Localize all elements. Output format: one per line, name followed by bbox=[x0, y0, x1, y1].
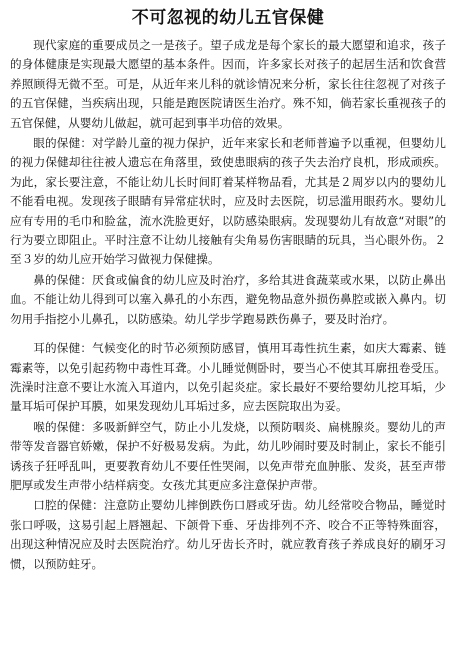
document-page bbox=[10, 6, 446, 574]
paragraph-mouth-care: 口腔的保健：注意防止婴幼儿摔倒跌伤口唇或牙齿。幼儿经常咬合物品，睡觉时张口呼吸，这易引起上唇翘起、下颌骨下垂、牙齿排列不齐、咬合不正等特殊面容，出现这种情况应及时去医院治疗。幼儿牙齿长齐时，就应教育孩子养成良好的刷牙习惯，以预防蛀牙。 bbox=[10, 498, 446, 571]
paragraph-ear-care: 耳的保健：气候变化的时节必须预防感冒，慎用耳毒性抗生素，如庆大霉素、链霉素等，以免引起药物中毒性耳聋。小儿睡觉侧卧时，要当心不使其耳廓扭卷受压。洗澡时注意不要让水流入耳道内，以免引起炎症。家长最好不要给婴幼儿挖耳垢，少量耳垢可保护耳膜，如果发现幼儿耳垢过多，应去医院取出为妥。 bbox=[10, 341, 446, 414]
paragraph-throat-care: 喉的保健：多吸新鲜空气，防止小儿发烧，以预防咽炎、扁桃腺炎。婴幼儿的声带等发音器官娇嫩，保护不好极易发病。为此，幼儿吵闹时要及时制止，家长不能引诱孩子狂呼乱叫，更要教育幼儿不要任性哭闹，以免声带充血肿胀、发炎，甚至声带肥厚或发生声带小结样病变。女孩尤其更应多注意保护声带。 bbox=[10, 419, 446, 492]
paragraph-eye-care: 眼的保健：对学龄儿童的视力保护，近年来家长和老师普遍予以重视，但婴幼儿的视力保健却往往被人遗忘在角落里，致使患眼病的孩子失去治疗良机，形成顽疾。为此，家长要注意，不能让幼儿长时间盯着某样物品看，尤其是２周岁以内的婴幼儿不能看电视。发现孩子眼睛有异常症状时，应及时去医院，切忌滥用眼药水。婴幼儿应有专用的毛巾和脸盆，流水洗脸更好，以防感染眼病。发现婴幼儿有故意“对眼”的行为要立即阻止。平时注意不让幼儿接触有尖角易伤害眼睛的玩具，当心眼外伤。２至３岁的幼儿应开始学习做视力保健操。 bbox=[10, 136, 446, 267]
paragraph-intro: 现代家庭的重要成员之一是孩子。望子成龙是每个家长的最大愿望和追求，孩子的身体健康是实现最大愿望的基本条件。因而，许多家长对孩子的起居生活和饮食营养照顾得无微不至。可是，从近年来儿科的就诊情况来分析，家长往往忽视了对孩子的五官保健，当疾病出现，只能是跑医院请医生治疗。殊不知，倘若家长重视孩子的五官保健，从婴幼儿做起，就可起到事半功倍的效果。 bbox=[10, 38, 446, 130]
document-title: 不可忽视的幼儿五官保健 bbox=[131, 8, 325, 28]
paragraph-nose-care: 鼻的保健：厌食或偏食的幼儿应及时治疗，多给其进食蔬菜或水果，以防止鼻出血。不能让幼儿得到可以塞入鼻孔的小东西，避免物品意外损伤鼻腔或嵌入鼻内。切勿用手指挖小儿鼻孔，以防感染。幼儿学步学跑易跌伤鼻子，要及时治疗。 bbox=[10, 272, 446, 326]
